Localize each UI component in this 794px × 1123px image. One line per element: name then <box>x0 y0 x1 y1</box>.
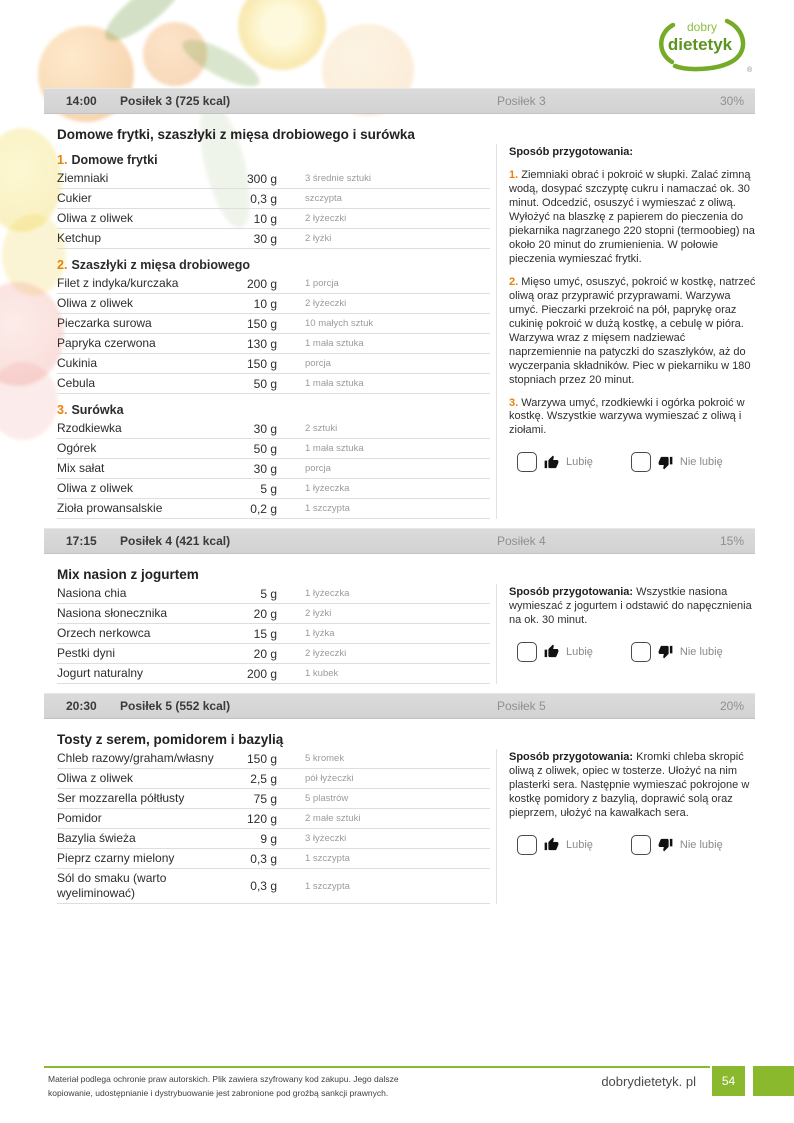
step-number: 2. <box>509 275 522 288</box>
copyright-line-1: Materiał podlega ochronie praw autorskich. Plik zawiera szyfrowany kod zakupu. Jego dalsze <box>48 1074 399 1084</box>
ingredient-row <box>57 294 490 314</box>
ingredient-name: Pieczarka surowa <box>57 316 152 330</box>
ingredient-amount: 9 g <box>260 831 277 846</box>
section-number: 1. <box>57 153 68 167</box>
dislike-option <box>631 642 723 662</box>
ingredient-measure: porcja <box>305 463 331 474</box>
ingredients-column <box>57 749 490 904</box>
like-dislike-row <box>509 835 756 855</box>
ingredient-row <box>57 334 490 354</box>
ingredient-measure: 2 małe sztuki <box>305 813 361 824</box>
dish-title: Domowe frytki, szaszłyki z mięsa drobiowego i surówka <box>57 127 415 142</box>
ingredient-row <box>57 354 490 374</box>
ingredient-name: Bazylia świeża <box>57 831 136 845</box>
meal-title: Posiłek 5 (552 kcal) <box>120 699 231 713</box>
section-heading <box>57 258 490 272</box>
section-name: Szaszłyki z mięsa drobiowego <box>71 258 250 272</box>
meal-body <box>57 144 794 519</box>
ingredient-amount: 2,5 g <box>250 771 277 786</box>
like-checkbox[interactable] <box>517 642 537 662</box>
ingredient-amount: 5 g <box>260 586 277 601</box>
meal-title: Posiłek 3 (725 kcal) <box>120 94 231 108</box>
ingredient-amount: 150 g <box>246 356 277 371</box>
ingredient-amount: 10 g <box>253 296 277 311</box>
ingredient-measure: 5 plastrów <box>305 793 349 804</box>
meal-name-right: Posiłek 3 <box>497 94 546 108</box>
preparation-intro: Sposób przygotowania: Wszystkie nasiona wymieszać z jogurtem i odstawić do napęcznienia na ok. 30 minut. <box>509 586 752 626</box>
ingredient-name: Ziemniaki <box>57 171 109 185</box>
thumb-up-icon <box>544 455 559 470</box>
section-heading <box>57 153 490 167</box>
ingredient-row <box>57 499 490 519</box>
ingredient-row <box>57 584 490 604</box>
dislike-option <box>631 452 723 472</box>
ingredient-amount: 30 g <box>253 421 277 436</box>
dish-title: Mix nasion z jogurtem <box>57 567 199 582</box>
ingredient-name: Ser mozzarella półtłusty <box>57 791 185 805</box>
ingredient-name: Zioła prowansalskie <box>57 501 163 515</box>
page-number-badge: 54 <box>712 1066 745 1096</box>
ingredient-row <box>57 789 490 809</box>
ingredient-measure: 10 małych sztuk <box>305 318 374 329</box>
preparation-label: Sposób przygotowania: <box>509 586 634 598</box>
ingredient-measure: 3 średnie sztuki <box>305 173 372 184</box>
like-checkbox[interactable] <box>517 835 537 855</box>
ingredient-row <box>57 604 490 624</box>
dislike-checkbox[interactable] <box>631 452 651 472</box>
ingredient-amount: 150 g <box>246 751 277 766</box>
section-name: Domowe frytki <box>71 153 158 167</box>
ingredient-measure: porcja <box>305 358 331 369</box>
ingredient-amount: 0,3 g <box>250 879 277 893</box>
dislike-checkbox[interactable] <box>631 835 651 855</box>
ingredient-measure: 1 mała sztuka <box>305 443 364 454</box>
ingredient-measure: 1 mała sztuka <box>305 338 364 349</box>
ingredient-row <box>57 419 490 439</box>
ingredient-name: Oliwa z oliwek <box>57 771 134 785</box>
ingredient-amount: 15 g <box>253 626 277 641</box>
ingredient-measure: 2 łyżeczki <box>305 298 347 309</box>
ingredient-name: Orzech nerkowca <box>57 626 151 640</box>
ingredient-name: Pomidor <box>57 811 102 825</box>
like-checkbox[interactable] <box>517 452 537 472</box>
preparation-column <box>496 584 794 684</box>
ingredient-name: Pieprz czarny mielony <box>57 851 175 865</box>
ingredient-row <box>57 829 490 849</box>
ingredient-name: Cebula <box>57 376 96 390</box>
preparation-column <box>496 144 794 519</box>
ingredient-measure: 1 łyżeczka <box>305 483 350 494</box>
ingredient-row <box>57 209 490 229</box>
ingredient-row <box>57 624 490 644</box>
ingredient-name: Mix sałat <box>57 461 105 475</box>
meal-block <box>0 693 794 904</box>
ingredients-column <box>57 584 490 684</box>
thumb-up-icon <box>544 837 559 852</box>
footer-divider <box>44 1066 710 1068</box>
ingredient-name: Cukier <box>57 191 92 205</box>
ingredient-name: Oliwa z oliwek <box>57 296 134 310</box>
dislike-checkbox[interactable] <box>631 642 651 662</box>
preparation-step: 3. Warzywa umyć, rzodkiewki i ogórka pokroić w kostkę. Wszystkie warzywa wymieszać z oliwą i ziołami. <box>509 396 745 437</box>
ingredient-row <box>57 314 490 334</box>
ingredient-measure: 2 łyżeczki <box>305 648 347 659</box>
ingredient-row <box>57 439 490 459</box>
website-url: dobrydietetyk. pl <box>601 1074 696 1089</box>
ingredient-table <box>57 419 490 519</box>
preparation-intro: Sposób przygotowania: Kromki chleba skropić oliwą z oliwek, opiec w tosterze. Ułożyć na nim plasterki sera. Następnie wymieszać pokrojone w kostkę pomidory z bazylią, doprawić solą oraz pieprzem, ułożyć na kawałkach sera. <box>509 751 750 819</box>
ingredient-row <box>57 869 490 904</box>
ingredient-name: Rzodkiewka <box>57 421 122 435</box>
ingredient-name: Nasiona słonecznika <box>57 606 168 620</box>
ingredient-measure: 1 szczypta <box>305 853 350 864</box>
preparation-label: Sposób przygotowania: <box>509 146 634 158</box>
like-option <box>517 642 593 662</box>
ingredient-name: Jogurt naturalny <box>57 666 144 680</box>
ingredient-amount: 200 g <box>246 666 277 681</box>
ingredient-amount: 50 g <box>253 376 277 391</box>
ingredient-row <box>57 229 490 249</box>
ingredient-measure: 5 kromek <box>305 753 345 764</box>
meal-time: 20:30 <box>66 699 97 713</box>
like-label: Lubię <box>566 456 593 469</box>
ingredient-row <box>57 274 490 294</box>
logo-text-top: dobry <box>686 20 718 34</box>
ingredient-table <box>57 584 490 684</box>
ingredients-column <box>57 144 490 519</box>
ingredient-measure: szczypta <box>305 193 342 204</box>
dislike-option <box>631 835 723 855</box>
preparation-label: Sposób przygotowania: <box>509 751 634 763</box>
dislike-label: Nie lubię <box>679 456 723 469</box>
meal-title: Posiłek 4 (421 kcal) <box>120 534 231 548</box>
dish-title: Tosty z serem, pomidorem i bazylią <box>57 732 284 747</box>
ingredient-row <box>57 459 490 479</box>
ingredient-row <box>57 374 490 394</box>
ingredient-measure: 3 łyżeczki <box>305 833 347 844</box>
like-option <box>517 452 593 472</box>
meal-body <box>57 749 794 904</box>
ingredient-row <box>57 644 490 664</box>
ingredient-amount: 0,2 g <box>250 501 277 516</box>
section-number: 2. <box>57 258 68 272</box>
ingredient-row <box>57 664 490 684</box>
meal-percent: 30% <box>719 94 744 108</box>
ingredient-amount: 300 g <box>246 171 277 186</box>
dobry-dietetyk-logo <box>644 14 756 79</box>
ingredient-name: Pestki dyni <box>57 646 116 660</box>
preparation-column <box>496 749 794 904</box>
step-number: 1. <box>509 168 522 181</box>
ingredient-measure: 1 porcja <box>305 278 339 289</box>
meal-time: 17:15 <box>66 534 97 548</box>
meal-block <box>0 528 794 684</box>
meal-percent: 20% <box>719 699 744 713</box>
ingredient-row <box>57 479 490 499</box>
like-dislike-row <box>509 452 756 472</box>
ingredient-amount: 200 g <box>246 276 277 291</box>
ingredient-measure: 1 kubek <box>305 668 339 679</box>
ingredient-measure: 2 łyżki <box>305 233 332 244</box>
ingredient-amount: 50 g <box>253 441 277 456</box>
ingredient-amount: 130 g <box>246 336 277 351</box>
like-label: Lubię <box>566 645 593 658</box>
ingredient-name: Nasiona chia <box>57 586 127 600</box>
ingredient-measure: 1 szczypta <box>305 880 350 892</box>
like-dislike-row <box>509 642 756 662</box>
preparation-step: 2. Mięso umyć, osuszyć, pokroić w kostkę, natrzeć oliwą oraz przyprawić przyprawami. Warzywa umyć. Pieczarki przekroić na pół, paprykę oraz cukinię pokroić w dużą kostkę, a cebulę w pióra. Warzywa wraz z mięsem nadziewać naprzemiennie na patyczki do szaszłyków, aż do wyczerpania składników. Piec w piekarniku w 180 stopniach przez 20 minut. <box>509 275 756 386</box>
logo-text-bottom: dietetyk <box>667 35 733 54</box>
preparation-intro <box>509 146 756 160</box>
meal-time: 14:00 <box>66 94 97 108</box>
ingredient-amount: 120 g <box>246 811 277 826</box>
copyright-text <box>48 1073 399 1100</box>
dislike-label: Nie lubię <box>679 645 723 658</box>
ingredient-row <box>57 189 490 209</box>
registered-mark: ® <box>747 67 753 74</box>
section-number: 3. <box>57 403 68 417</box>
ingredient-name: Oliwa z oliwek <box>57 211 134 225</box>
ingredient-amount: 75 g <box>253 791 277 806</box>
page-footer <box>0 1066 794 1123</box>
ingredient-amount: 20 g <box>253 646 277 661</box>
ingredient-measure: 1 łyżka <box>305 628 335 639</box>
logo-swoosh-icon <box>644 14 756 74</box>
ingredient-row <box>57 169 490 189</box>
ingredient-measure: 1 szczypta <box>305 503 350 514</box>
ingredient-name: Cukinia <box>57 356 98 370</box>
meal-name-right: Posiłek 5 <box>497 699 546 713</box>
preparation-step: 1. Ziemniaki obrać i pokroić w słupki. Zalać zimną wodą, dosypać szczyptę cukru i namaczać ok. 30 minut. Odcedzić, osuszyć i wymieszać z oliwą. Wyłożyć na blaszkę z papierem do pieczenia do piekarnika nagrzanego 220 stopni (termoobieg) na około 20 minut do zrumienienia. W połowie pieczenia wymieszać frytki. <box>509 168 755 265</box>
ingredient-amount: 150 g <box>246 316 277 331</box>
meal-header-bar <box>44 693 755 719</box>
ingredient-name: Papryka czerwona <box>57 336 156 350</box>
ingredient-measure: 1 łyżeczka <box>305 588 350 599</box>
step-number: 3. <box>509 396 522 409</box>
ingredient-table <box>57 749 490 904</box>
thumb-down-icon <box>658 455 673 470</box>
ingredient-name: Oliwa z oliwek <box>57 481 134 495</box>
thumb-down-icon <box>658 644 673 659</box>
ingredient-table <box>57 169 490 249</box>
ingredient-row <box>57 749 490 769</box>
ingredient-amount: 5 g <box>260 481 277 496</box>
ingredient-measure: 2 łyżki <box>305 608 332 619</box>
ingredient-name: Ogórek <box>57 441 97 455</box>
ingredient-amount: 0,3 g <box>250 191 277 206</box>
ingredient-measure: 2 sztuki <box>305 423 338 434</box>
ingredient-name: Ketchup <box>57 231 102 245</box>
meal-percent: 15% <box>719 534 744 548</box>
like-option <box>517 835 593 855</box>
section-heading <box>57 403 490 417</box>
copyright-line-2: kopiowanie, udostępnianie i dystrybuowanie jest zabronione pod groźbą sankcji prawnych. <box>48 1087 389 1098</box>
ingredient-measure: 1 mała sztuka <box>305 378 364 389</box>
like-label: Lubię <box>566 838 593 851</box>
meal-header-bar <box>44 88 755 114</box>
ingredient-amount: 30 g <box>253 231 277 246</box>
meal-name-right: Posiłek 4 <box>497 534 546 548</box>
ingredient-amount: 0,3 g <box>250 851 277 866</box>
dislike-label: Nie lubię <box>679 838 723 851</box>
ingredient-measure: pół łyżeczki <box>305 773 354 784</box>
ingredient-amount: 20 g <box>253 606 277 621</box>
ingredient-row <box>57 849 490 869</box>
ingredient-name: Sól do smaku (warto wyeliminować) <box>57 871 167 900</box>
ingredient-measure: 2 łyżeczki <box>305 213 347 224</box>
thumb-up-icon <box>544 644 559 659</box>
corner-accent-badge <box>753 1066 794 1096</box>
meal-header-bar <box>44 528 755 554</box>
ingredient-row <box>57 769 490 789</box>
ingredient-name: Filet z indyka/kurczaka <box>57 276 179 290</box>
meal-body <box>57 584 794 684</box>
section-name: Surówka <box>71 403 124 417</box>
ingredient-amount: 30 g <box>253 461 277 476</box>
ingredient-name: Chleb razowy/graham/własny <box>57 751 214 765</box>
ingredient-amount: 10 g <box>253 211 277 226</box>
ingredient-row <box>57 809 490 829</box>
ingredient-table <box>57 274 490 394</box>
meal-block <box>0 88 794 519</box>
thumb-down-icon <box>658 837 673 852</box>
